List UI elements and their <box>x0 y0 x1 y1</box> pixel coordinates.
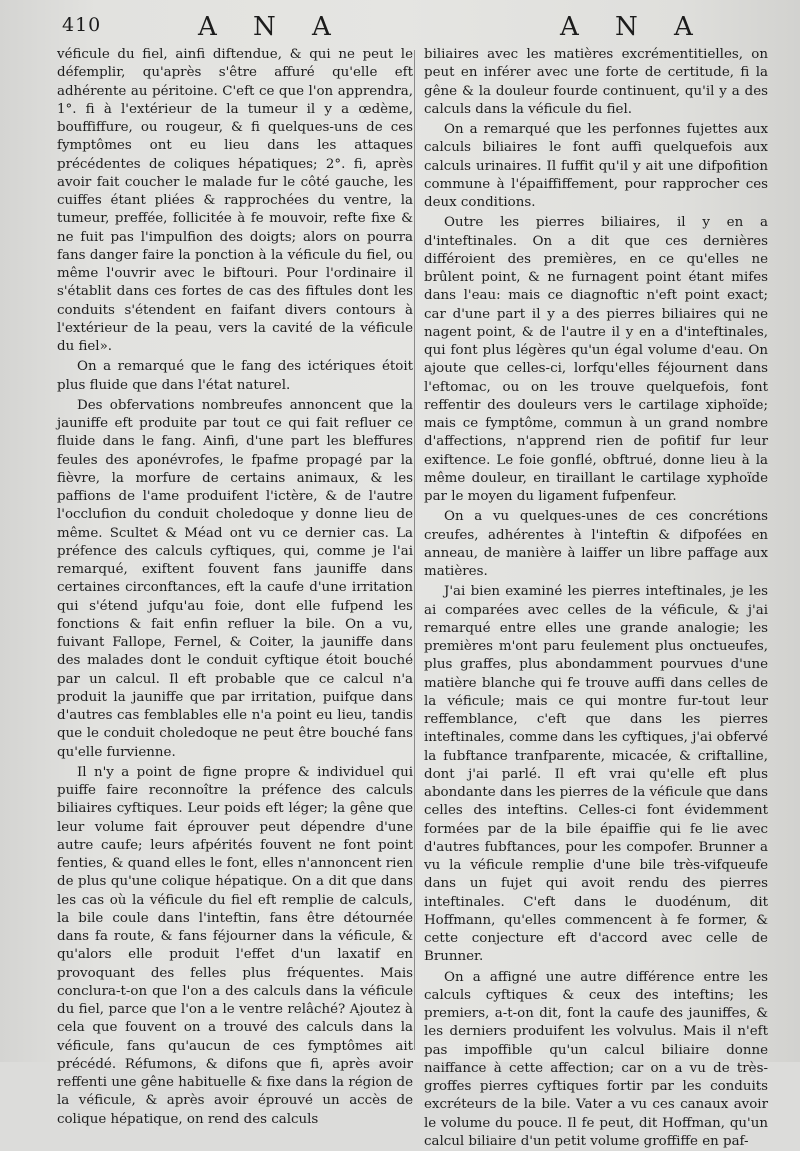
paragraph: J'ai bien examiné les pierres inteftinales, je les ai comparées avec celles de la véficule, & j'ai remarqué entre elles une grande analogie; les premières m'ont paru feulement plus onctueufes, plus graffes, plus abondamment pourvues d'une matière blanche qui fe trouve auffi dans celles de la véficule; mais ce qui montre fur-tout leur reffemblance, c'eft que dans les pierres inteftinales, comme dans les cyftiques, j'ai obfervé la fubftance tranfparente, micacée, & criftalline, dont j'ai parlé. Il eft vrai qu'elle eft plus abondante dans les pierres de la véficule que dans celles des inteftins. Celles-ci font évidemment formées par de la bile épaiffie qui fe lie avec d'autres fubftances, pour les compofer. Brunner a vu la véficule remplie d'une bile très-vifqueufe dans un fujet qui avoit rendu des pierres inteftinales. C'eft dans le duodénum, dit Hoffmann, qu'elles commencent à fe former, & cette conjecture eft d'accord avec celle de Brunner. <box>424 583 768 966</box>
running-head-left: A N A <box>198 12 345 42</box>
paragraph: On a vu quelques-unes de ces concrétions creufes, adhérentes à l'inteftin & difpofées en anneau, de manière à laiffer un libre paffage aux matières. <box>424 508 768 581</box>
running-head-right: A N A <box>560 12 707 42</box>
paragraph: On a affigné une autre différence entre les calculs cyftiques & ceux des inteftins; les premiers, a-t-on dit, font la caufe des jauniffes, & les derniers produifent les volvulus. Mais il n'eft pas impoffible qu'un calcul biliaire donne naiffance à cette affection; car on a vu de très-groffes pierres cyftiques fortir par les conduits excréteurs de la bile. Vater a vu ces canaux avoir le volume du pouce. Il fe peut, dit Hoffman, qu'un calcul biliaire d'un petit volume groffiffe en paf- <box>424 969 768 1151</box>
paragraph: On a remarqué que les perfonnes fujettes aux calculs biliaires le font auffi quelquefois aux calculs urinaires. Il fuffit qu'il y ait une difpofition commune à l'épaiffiffement, pour rapprocher ces deux conditions. <box>424 121 768 212</box>
paragraph: biliaires avec les matières excrémentitielles, on peut en inférer avec une forte de certitude, fi la gêne & la douleur fourde continuent, qu'il y a des calculs dans la véficule du fiel. <box>424 46 768 119</box>
paragraph: Outre les pierres biliaires, il y en a d'inteftinales. On a dit que ces dernières différoient des premières, en ce qu'elles ne brûlent point, & ne furnagent point étant mifes dans l'eau: mais ce diagnoftic n'eft point exact; car d'une part il y a des pierres biliaires qui ne nagent point, & de l'autre il y en a d'inteftinales, qui font plus légères qu'un égal volume d'eau. On ajoute que celles-ci, lorfqu'elles féjournent dans l'eftomac, ou on les trouve quelquefois, font reffentir des douleurs vers le cartilage xiphoïde; mais ce fymptôme, commun à un grand nombre d'affections, n'apprend rien de pofitif fur leur exiftence. Le foie gonflé, obftrué, donne lieu à la même douleur, en tiraillant le cartilage xyphoïde par le moyen du ligament fufpenfeur. <box>424 214 768 506</box>
page-header <box>0 12 800 42</box>
right-column <box>424 46 768 1151</box>
paragraph: Il n'y a point de figne propre & individuel qui puiffe faire reconnoître la préfence des calculs biliaires cyftiques. Leur poids eft léger; la gêne que leur volume fait éprouver peut dépendre d'une autre caufe; leurs afpérités fouvent ne font point fenties, & quand elles le font, elles n'annoncent rien de plus qu'une colique hépatique. On a dit que dans les cas où la véficule du fiel eft remplie de calculs, la bile coule dans l'inteftin, fans être détournée dans fa route, & fans féjourner dans la véficule, & qu'alors elle produit l'effet d'un laxatif en provoquant des felles plus fréquentes. Mais conclura-t-on que l'on a des calculs dans la véficule du fiel, parce que l'on a le ventre relâché? Ajoutez à cela que fouvent on a trouvé des calculs dans la véficule, fans qu'aucun de ces fymptômes ait précédé. Réfumons, & difons que fi, après avoir reffenti une gêne habituelle & fixe dans la région de la véficule, & après avoir éprouvé un accès de colique hépatique, on rend des calculs <box>57 764 413 1129</box>
paragraph: On a remarqué que le fang des ictériques étoit plus fluide que dans l'état naturel. <box>57 358 413 395</box>
paragraph: Des obfervations nombreufes annoncent que la jauniffe eft produite par tout ce qui fait refluer ce fluide dans le fang. Ainfi, d'une part les bleffures feules des aponévrofes, le fpafme propagé par la fièvre, la morfure de certains animaux, & les paffions de l'ame produifent l'ictère, & de l'autre l'occlufion du conduit choledoque y donne lieu de même. Scultet & Méad ont vu ce dernier cas. La préfence des calculs cyftiques, qui, comme je l'ai remarqué, exiftent fouvent fans jauniffe dans certaines circonftances, eft la caufe d'une irritation qui s'étend jufqu'au foie, dont elle fufpend les fonctions & fait enfin refluer la bile. On a vu, fuivant Fallope, Fernel, & Coiter, la jauniffe dans des malades dont le conduit cyftique étoit bouché par un calcul. Il eft probable que ce calcul n'a produit la jauniffe que par irritation, puifque dans d'autres cas femblables elle n'a point eu lieu, tandis que le conduit choledoque ne peut être bouché fans qu'elle furvienne. <box>57 397 413 762</box>
paragraph: véficule du fiel, ainfi diftendue, & qui ne peut le défemplir, qu'après s'être affuré qu'elle eft adhérente au péritoine. C'eft ce que l'on apprendra, 1°. fi à l'extérieur de la tumeur il y a œdème, bouffiffure, ou rougeur, & fi quelques-uns de ces fymptômes ont eu lieu dans les attaques précédentes de coliques hépatiques; 2°. fi, après avoir fait coucher le malade fur le côté gauche, les cuiffes étant pliées & rapprochées du ventre, la tumeur, preffée, follicitée à fe mouvoir, refte fixe & ne fuit pas l'impulfion des doigts; alors on pourra fans danger faire la ponction à la véficule du fiel, ou même l'ouvrir avec le biftouri. Pour l'ordinaire il s'établit dans ces fortes de cas des fiftules dont les conduits s'étendent en faifant divers contours à l'extérieur de la peau, vers la cavité de la véficule du fiel». <box>57 46 413 356</box>
column-divider <box>414 50 415 1050</box>
left-column <box>57 46 413 1129</box>
page-number: 410 <box>62 14 101 36</box>
